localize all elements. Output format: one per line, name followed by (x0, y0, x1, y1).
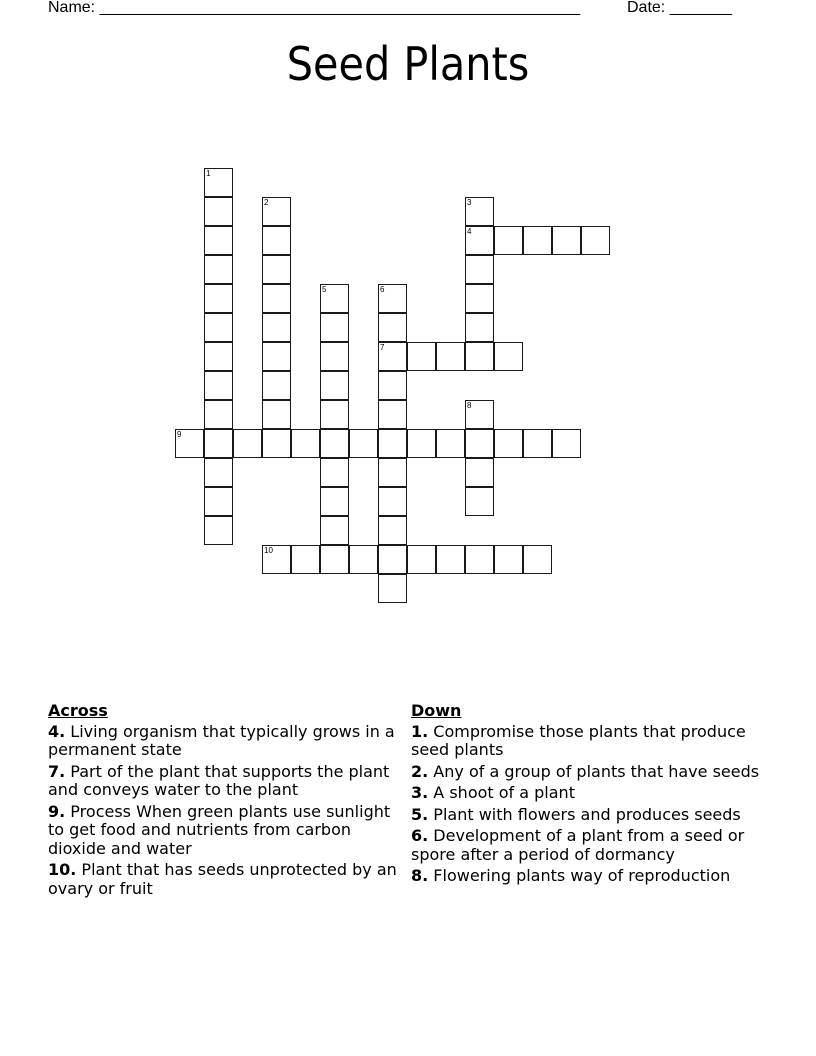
clue-number: 6 (380, 285, 385, 294)
grid-cell[interactable] (204, 516, 233, 545)
grid-cell[interactable] (465, 284, 494, 313)
clue-down-2: 2. Any of a group of plants that have seeds (411, 761, 760, 781)
clue-number: 10 (264, 546, 273, 555)
grid-cell[interactable] (262, 342, 291, 371)
grid-cell[interactable] (320, 545, 349, 574)
grid-cell[interactable] (465, 458, 494, 487)
grid-cell[interactable] (378, 487, 407, 516)
grid-cell[interactable] (349, 545, 378, 574)
grid-cell[interactable] (581, 226, 610, 255)
grid-cell[interactable] (291, 429, 320, 458)
clue-down-8: 8. Flowering plants way of reproduction (411, 866, 731, 885)
grid-cell[interactable] (436, 429, 465, 458)
clue-number: 5 (322, 285, 327, 294)
grid-cell[interactable] (320, 371, 349, 400)
grid-cell[interactable] (465, 255, 494, 284)
grid-cell[interactable] (552, 429, 581, 458)
grid-cell[interactable] (204, 400, 233, 429)
grid-cell[interactable] (378, 371, 407, 400)
clue-down-5: 5. Plant with flowers and produces seeds (411, 804, 741, 824)
grid-cell[interactable] (320, 458, 349, 487)
grid-cell[interactable] (494, 545, 523, 574)
grid-cell[interactable] (465, 226, 494, 255)
grid-cell[interactable] (523, 226, 552, 255)
page-title: Seed Plants (286, 37, 530, 91)
grid-cell[interactable] (378, 516, 407, 545)
clue-number: 4 (467, 227, 472, 236)
grid-cell[interactable] (320, 516, 349, 545)
grid-cell[interactable] (204, 284, 233, 313)
clue-number: 8 (467, 401, 472, 410)
grid-cell[interactable] (552, 226, 581, 255)
grid-cell[interactable] (465, 545, 494, 574)
grid-cell[interactable] (204, 371, 233, 400)
grid-cell[interactable] (523, 429, 552, 458)
grid-cell[interactable] (204, 255, 233, 284)
grid-cell[interactable] (465, 429, 494, 458)
grid-cell[interactable] (204, 226, 233, 255)
down-clues (411, 702, 761, 889)
grid-cell[interactable] (175, 429, 204, 458)
grid-cell[interactable] (436, 545, 465, 574)
grid-cell[interactable] (262, 284, 291, 313)
grid-cell[interactable] (378, 545, 407, 574)
grid-cell[interactable] (465, 197, 494, 226)
grid-cell[interactable] (262, 313, 291, 342)
grid-cell[interactable] (465, 313, 494, 342)
grid-cell[interactable] (407, 545, 436, 574)
clue-across-7: 7. Part of the plant that supports the plant and conveys water to the plant (48, 761, 390, 799)
grid-cell[interactable] (204, 458, 233, 487)
grid-cell[interactable] (204, 168, 233, 197)
grid-cell[interactable] (320, 313, 349, 342)
across-clues (48, 702, 398, 901)
grid-cell[interactable] (378, 458, 407, 487)
grid-cell[interactable] (291, 545, 320, 574)
grid-cell[interactable] (494, 226, 523, 255)
grid-cell[interactable] (523, 545, 552, 574)
grid-cell[interactable] (378, 342, 407, 371)
grid-cell[interactable] (378, 284, 407, 313)
clue-down-6: 6. Development of a plant from a seed or spore after a period of dormancy (411, 826, 745, 864)
grid-cell[interactable] (204, 197, 233, 226)
clue-number: 9 (177, 430, 182, 439)
clue-number: 3 (467, 198, 472, 207)
grid-cell[interactable] (378, 400, 407, 429)
grid-cell[interactable] (465, 400, 494, 429)
clue-across-9: 9. Process When green plants use sunlight to get food and nutrients from carbon dioxide and water (48, 801, 391, 858)
grid-cell[interactable] (378, 574, 407, 603)
grid-cell[interactable] (262, 545, 291, 574)
grid-cell[interactable] (494, 342, 523, 371)
grid-cell[interactable] (349, 429, 378, 458)
down-heading: Down (411, 701, 462, 720)
clue-number: 2 (264, 198, 269, 207)
grid-cell[interactable] (465, 342, 494, 371)
clue-down-1: 1. Compromise those plants that produce seed plants (411, 721, 746, 759)
grid-cell[interactable] (262, 371, 291, 400)
clue-number: 1 (206, 169, 211, 178)
clue-across-10: 10. Plant that has seeds unprotected by an ovary or fruit (48, 860, 397, 898)
grid-cell[interactable] (204, 342, 233, 371)
grid-cell[interactable] (320, 342, 349, 371)
grid-cell[interactable] (378, 429, 407, 458)
across-heading: Across (48, 701, 108, 720)
grid-cell[interactable] (320, 429, 349, 458)
grid-cell[interactable] (320, 400, 349, 429)
grid-cell[interactable] (262, 226, 291, 255)
clue-down-3: 3. A shoot of a plant (411, 783, 575, 802)
grid-cell[interactable] (436, 342, 465, 371)
grid-cell[interactable] (204, 429, 233, 458)
worksheet-header (48, 0, 768, 20)
grid-cell[interactable] (407, 429, 436, 458)
clue-number: 7 (380, 343, 385, 352)
grid-cell[interactable] (233, 429, 262, 458)
date-field[interactable]: Date: _______ (627, 0, 732, 16)
grid-cell[interactable] (378, 313, 407, 342)
grid-cell[interactable] (262, 197, 291, 226)
grid-cell[interactable] (204, 313, 233, 342)
name-field[interactable]: Name: ______________________________________________________ (48, 0, 581, 16)
grid-cell[interactable] (204, 487, 233, 516)
grid-cell[interactable] (465, 487, 494, 516)
grid-cell[interactable] (407, 342, 436, 371)
grid-cell[interactable] (320, 284, 349, 313)
grid-cell[interactable] (494, 429, 523, 458)
grid-cell[interactable] (262, 255, 291, 284)
grid-cell[interactable] (262, 400, 291, 429)
crossword-grid (175, 168, 615, 608)
grid-cell[interactable] (320, 487, 349, 516)
grid-cell[interactable] (262, 429, 291, 458)
clue-across-4: 4. Living organism that typically grows in a permanent state (48, 721, 395, 759)
